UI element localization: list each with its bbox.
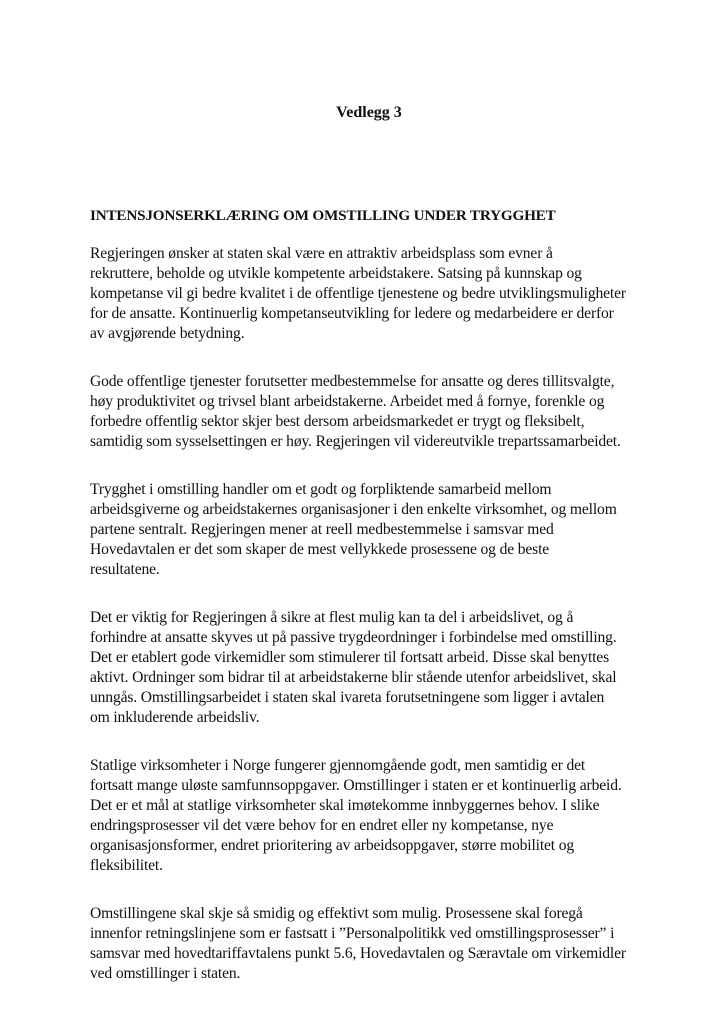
text-line: forhindre at ansatte skyves ut på passive trygdeordninger i forbindelse med omstilling. [90, 629, 617, 646]
text-line: samsvar med hovedtariffavtalens punkt 5.6, Hovedavtalen og Særavtale om virkemidler [90, 945, 626, 962]
document-title: INTENSJONSERKLÆRING OM OMSTILLING UNDER TRYGGHET [90, 207, 556, 224]
text-line: forbedre offentlig sektor skjer best dersom arbeidsmarkedet er trygt og fleksibelt, [90, 413, 585, 430]
text-line: Gode offentlige tjenester forutsetter medbestemmelse for ansatte og deres tillitsvalgte, [90, 373, 615, 390]
text-line: endringsprosesser vil det være behov for en endret eller ny kompetanse, nye [90, 817, 554, 834]
text-line: arbeidsgiverne og arbeidstakernes organisasjoner i den enkelte virksomhet, og mellom [90, 501, 617, 518]
text-line: om inkluderende arbeidsliv. [90, 709, 260, 726]
text-line: rekruttere, beholde og utvikle kompetente arbeidstakere. Satsing på kunnskap og [90, 265, 582, 282]
text-line: partene sentralt. Regjeringen mener at reell medbestemmelse i samsvar med [90, 521, 554, 538]
text-line: unngås. Omstillingsarbeidet i staten skal ivareta forutsetningene som ligger i avtalen [90, 689, 605, 706]
text-line: Hovedavtalen er det som skaper de mest vellykkede prosessene og de beste [90, 541, 550, 558]
text-line: organisasjonsformer, endret prioritering av arbeidsoppgaver, større mobilitet og [90, 837, 575, 854]
text-line: resultatene. [90, 561, 160, 578]
text-line: Omstillingene skal skje så smidig og effektivt som mulig. Prosessene skal foregå [90, 905, 583, 922]
text-line: aktivt. Ordninger som bidrar til at arbeidstakerne blir stående utenfor arbeidslivet, skal [90, 669, 617, 686]
appendix-label: Vedlegg 3 [336, 104, 402, 121]
text-line: innenfor retningslinjene som er fastsatt i ”Personalpolitikk ved omstillingsprosesser” i [90, 925, 615, 942]
paragraph [90, 904, 650, 984]
paragraph [90, 244, 650, 344]
text-line: for de ansatte. Kontinuerlig kompetanseutvikling for ledere og medarbeidere er derfor [90, 305, 614, 322]
paragraph [90, 372, 650, 452]
text-line: kompetanse vil gi bedre kvalitet i de offentlige tjenestene og bedre utviklingsmuligheter [90, 285, 626, 302]
text-line: Trygghet i omstilling handler om et godt og forpliktende samarbeid mellom [90, 481, 552, 498]
text-line: fleksibilitet. [90, 857, 163, 874]
text-line: ved omstillinger i staten. [90, 965, 241, 982]
text-line: Det er et mål at statlige virksomheter skal imøtekomme innbyggernes behov. I slike [90, 797, 600, 814]
text-line: av avgjørende betydning. [90, 325, 245, 342]
text-line: Statlige virksomheter i Norge fungerer gjennomgående godt, men samtidig er det [90, 757, 586, 774]
text-line: høy produktivitet og trivsel blant arbeidstakerne. Arbeidet med å fornye, forenkle og [90, 393, 605, 410]
document-body [90, 244, 650, 1012]
paragraph [90, 756, 650, 876]
text-line: Det er etablert gode virkemidler som stimulerer til fortsatt arbeid. Disse skal benyttes [90, 649, 609, 666]
text-line: Det er viktig for Regjeringen å sikre at flest mulig kan ta del i arbeidslivet, og å [90, 609, 574, 626]
text-line: samtidig som sysselsettingen er høy. Regjeringen vil videreutvikle trepartssamarbeidet. [90, 433, 621, 450]
text-line: fortsatt mange uløste samfunnsoppgaver. Omstillinger i staten er et kontinuerlig arbeid. [90, 777, 622, 794]
text-line: Regjeringen ønsker at staten skal være en attraktiv arbeidsplass som evner å [90, 245, 553, 262]
paragraph [90, 480, 650, 580]
paragraph [90, 608, 650, 728]
